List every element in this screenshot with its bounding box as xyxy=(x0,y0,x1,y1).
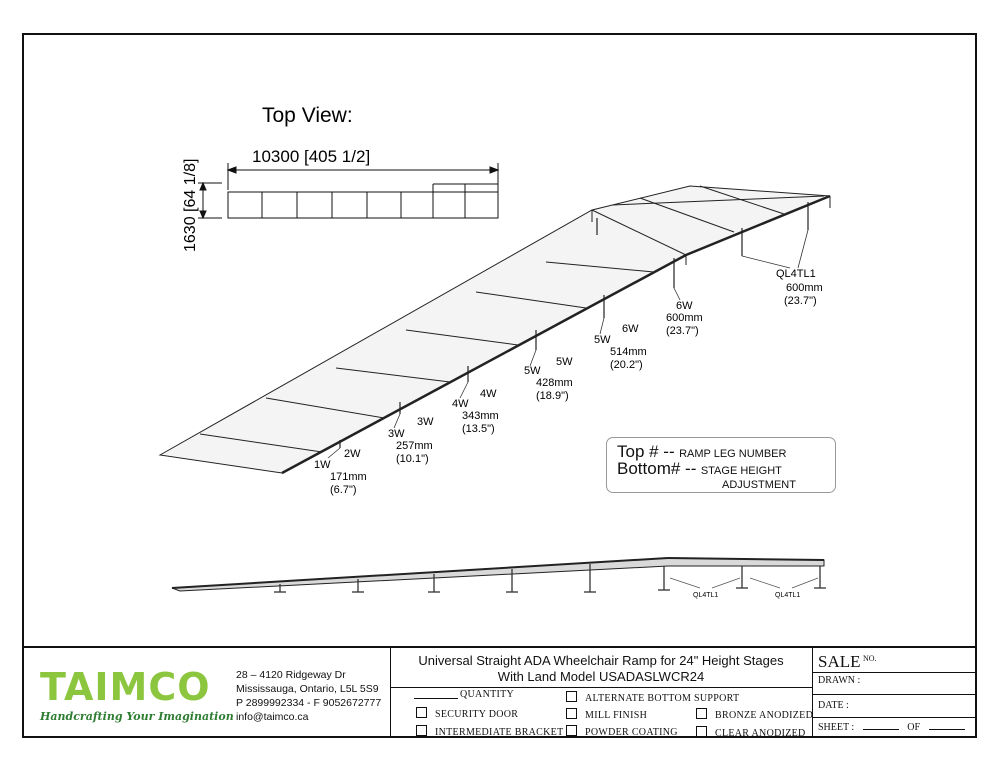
top-view-length-dimension xyxy=(228,163,498,190)
address-line-2: Mississauga, Ontario, L5L 5S9 xyxy=(236,683,379,695)
company-logo xyxy=(40,665,234,723)
date-label: DATE : xyxy=(818,700,849,711)
leg-height-mm: 428mm xyxy=(536,377,573,389)
leg-label-2 xyxy=(388,416,434,465)
leg-height-mm: 171mm xyxy=(330,471,367,483)
quantity-label: QUANTITY xyxy=(460,689,515,700)
legend-bottom-row xyxy=(617,459,782,479)
powder-coating-option[interactable] xyxy=(566,725,678,738)
leg-height-mm: 514mm xyxy=(610,346,647,358)
landing-leg-height-mm: 600mm xyxy=(786,282,823,294)
alternate-bottom-support-option[interactable] xyxy=(566,691,739,704)
leg-height-mm: 600mm xyxy=(666,312,703,324)
leg-top-number: 5W xyxy=(524,365,541,377)
leg-height-in: (23.7") xyxy=(666,325,699,337)
top-view-width-label: 1630 [64 1/8] xyxy=(182,158,199,252)
leg-bottom-number: 4W xyxy=(480,388,497,400)
title-block xyxy=(22,646,977,738)
checkbox[interactable] xyxy=(696,726,707,737)
mill-finish-option[interactable] xyxy=(566,708,647,721)
leg-height-in: (6.7") xyxy=(330,484,357,496)
leg-label-5 xyxy=(594,323,647,371)
quantity-field[interactable] xyxy=(414,689,514,700)
landing-leg-height-in: (23.7") xyxy=(784,295,817,307)
side-view-label-left: QL4TL1 xyxy=(693,592,719,599)
side-view-label-right: QL4TL1 xyxy=(775,592,801,599)
title-block-divider xyxy=(812,648,813,738)
sale-number-field[interactable] xyxy=(818,652,877,672)
bronze-anodized-label: BRONZE ANODIZED xyxy=(715,710,814,721)
logo-tagline: Handcrafting Your Imagination xyxy=(40,710,234,723)
checkbox[interactable] xyxy=(566,725,577,736)
legend-top-desc: RAMP LEG NUMBER xyxy=(679,448,787,460)
security-door-option[interactable] xyxy=(416,707,518,720)
top-view-length-label: 10300 [405 1/2] xyxy=(252,147,371,166)
side-view-leaders xyxy=(670,578,818,588)
leg-bottom-number: 5W xyxy=(556,356,573,368)
leg-label-1 xyxy=(314,448,367,496)
address-line-1: 28 – 4120 Ridgeway Dr xyxy=(236,669,346,681)
intermediate-bracket-option[interactable] xyxy=(416,725,564,738)
side-view-ramp xyxy=(172,558,824,591)
leg-bottom-number: 6W xyxy=(622,323,639,335)
checkbox[interactable] xyxy=(566,691,577,702)
leg-bottom-number: 3W xyxy=(417,416,434,428)
leg-height-in: (13.5") xyxy=(462,423,495,435)
leg-height-in: (10.1") xyxy=(396,453,429,465)
leg-number-legend xyxy=(606,437,836,493)
leg-top-number: 4W xyxy=(452,398,469,410)
sale-label: SALE xyxy=(818,652,861,671)
drawn-label: DRAWN : xyxy=(818,675,861,686)
leg-top-number: 6W xyxy=(676,300,693,312)
product-title xyxy=(390,653,812,685)
mill-finish-label: MILL FINISH xyxy=(585,710,648,721)
checkbox[interactable] xyxy=(566,708,577,719)
company-address xyxy=(236,668,381,724)
security-door-label: SECURITY DOOR xyxy=(435,709,519,720)
alternate-bottom-support-label: ALTERNATE BOTTOM SUPPORT xyxy=(585,693,740,704)
clear-anodized-label: CLEAR ANODIZED xyxy=(715,728,806,739)
leg-height-in: (20.2") xyxy=(610,359,643,371)
powder-coating-label: POWDER COATING xyxy=(585,727,678,738)
leg-height-mm: 343mm xyxy=(462,410,499,422)
title-divider-line xyxy=(390,687,812,688)
legend-bottom-desc-1: STAGE HEIGHT xyxy=(700,465,782,477)
isometric-ramp xyxy=(160,186,830,473)
legend-top-key: Top # -- xyxy=(617,442,675,461)
product-title-line-1: Universal Straight ADA Wheelchair Ramp for 24" Height Stages xyxy=(418,653,784,668)
logo-wordmark: TAIMCO xyxy=(40,665,211,709)
leg-label-6 xyxy=(666,300,703,337)
top-view-width-dimension xyxy=(198,183,222,218)
legend-bottom-desc-2: ADJUSTMENT xyxy=(722,479,796,491)
record-divider xyxy=(812,694,977,695)
leg-bottom-number: 2W xyxy=(344,448,361,460)
leg-top-number: 3W xyxy=(388,428,405,440)
record-divider xyxy=(812,672,977,673)
email: info@taimco.ca xyxy=(236,711,309,723)
bronze-anodized-option[interactable] xyxy=(696,708,813,721)
landing-leg-code: QL4TL1 xyxy=(776,268,816,280)
legend-bottom-key: Bottom# -- xyxy=(617,459,697,478)
landing-leg-label xyxy=(776,268,823,307)
phone-fax: P 2899992334 - F 9052672777 xyxy=(236,697,382,709)
sheet-label: SHEET : xyxy=(818,722,855,733)
sheet-field[interactable] xyxy=(818,722,965,733)
clear-anodized-option[interactable] xyxy=(696,726,806,739)
record-divider xyxy=(812,717,977,718)
intermediate-bracket-label: INTERMEDIATE BRACKET xyxy=(435,727,564,738)
checkbox[interactable] xyxy=(696,708,707,719)
checkbox[interactable] xyxy=(416,725,427,736)
leg-height-in: (18.9") xyxy=(536,390,569,402)
leg-top-number: 1W xyxy=(314,459,331,471)
of-label: OF xyxy=(907,722,921,733)
leg-label-3 xyxy=(452,388,499,435)
checkbox[interactable] xyxy=(416,707,427,718)
leg-height-mm: 257mm xyxy=(396,440,433,452)
leg-top-number: 5W xyxy=(594,334,611,346)
product-title-line-2: With Land Model USADASLWCR24 xyxy=(497,669,705,684)
sale-no-label: NO. xyxy=(863,654,877,663)
top-view-plan xyxy=(228,184,498,218)
top-view-title: Top View: xyxy=(262,104,353,127)
